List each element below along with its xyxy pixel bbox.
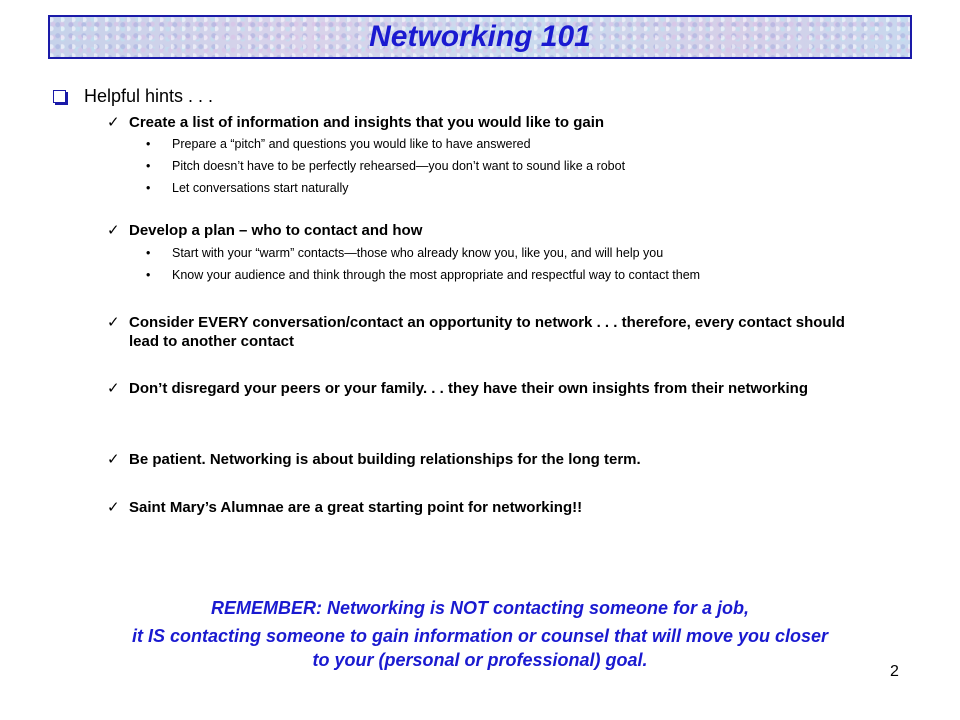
sub-bullet-text: Start with your “warm” contacts—those who already know you, like you, and will help you	[172, 246, 664, 260]
sub-bullet-item	[146, 180, 348, 196]
dot-icon: •	[146, 159, 151, 173]
hint-text: Develop a plan – who to contact and how	[129, 222, 423, 239]
hint-item	[107, 113, 887, 132]
hint-item	[107, 313, 847, 351]
sub-bullet-text: Know your audience and think through the most appropriate and respectful way to contact them	[172, 268, 701, 282]
dot-icon: •	[146, 268, 151, 282]
slide-title: Networking 101	[369, 20, 591, 53]
title-bar	[48, 15, 912, 59]
sub-bullet-item	[146, 245, 663, 261]
sub-bullet-item	[146, 136, 531, 152]
remember-line-2: it IS contacting someone to gain information or counsel that will move you closer	[131, 626, 829, 646]
hints-heading	[53, 86, 213, 107]
checkbox-square-icon	[53, 90, 66, 103]
dot-icon: •	[146, 246, 151, 260]
dot-icon: •	[146, 181, 151, 195]
dot-icon: •	[146, 137, 151, 151]
checkmark-icon: ✓	[107, 114, 120, 131]
hint-item	[107, 379, 887, 398]
hint-item	[107, 221, 887, 240]
sub-bullet-item	[146, 267, 700, 283]
remember-line-3: to your (personal or professional) goal.	[312, 650, 648, 670]
hint-text: Be patient. Networking is about building relationships for the long term.	[129, 451, 641, 468]
remember-line-1: REMEMBER: Networking is NOT contacting someone for a job,	[210, 598, 750, 618]
page-number: 2	[890, 663, 899, 680]
hint-text: Create a list of information and insights that you would like to gain	[129, 114, 605, 131]
sub-bullet-item	[146, 158, 625, 174]
checkmark-icon: ✓	[107, 314, 120, 331]
checkmark-icon: ✓	[107, 451, 120, 468]
checkmark-icon: ✓	[107, 222, 120, 239]
checkmark-icon: ✓	[107, 380, 120, 397]
checkmark-icon: ✓	[107, 499, 120, 516]
sub-bullet-text: Prepare a “pitch” and questions you would like to have answered	[172, 137, 531, 151]
hint-item	[107, 498, 887, 517]
sub-bullet-text: Let conversations start naturally	[172, 181, 349, 195]
hint-text: Saint Mary’s Alumnae are a great starting point for networking!!	[129, 499, 583, 516]
hint-text: Don’t disregard your peers or your family. . . they have their own insights from their networking	[129, 380, 809, 397]
hints-heading-label: Helpful hints . . .	[84, 86, 214, 106]
sub-bullet-text: Pitch doesn’t have to be perfectly rehearsed—you don’t want to sound like a robot	[172, 159, 626, 173]
hint-text: Consider EVERY conversation/contact an opportunity to network . . . therefore, every contact should lead to another contact	[129, 314, 845, 350]
hint-item	[107, 450, 887, 469]
